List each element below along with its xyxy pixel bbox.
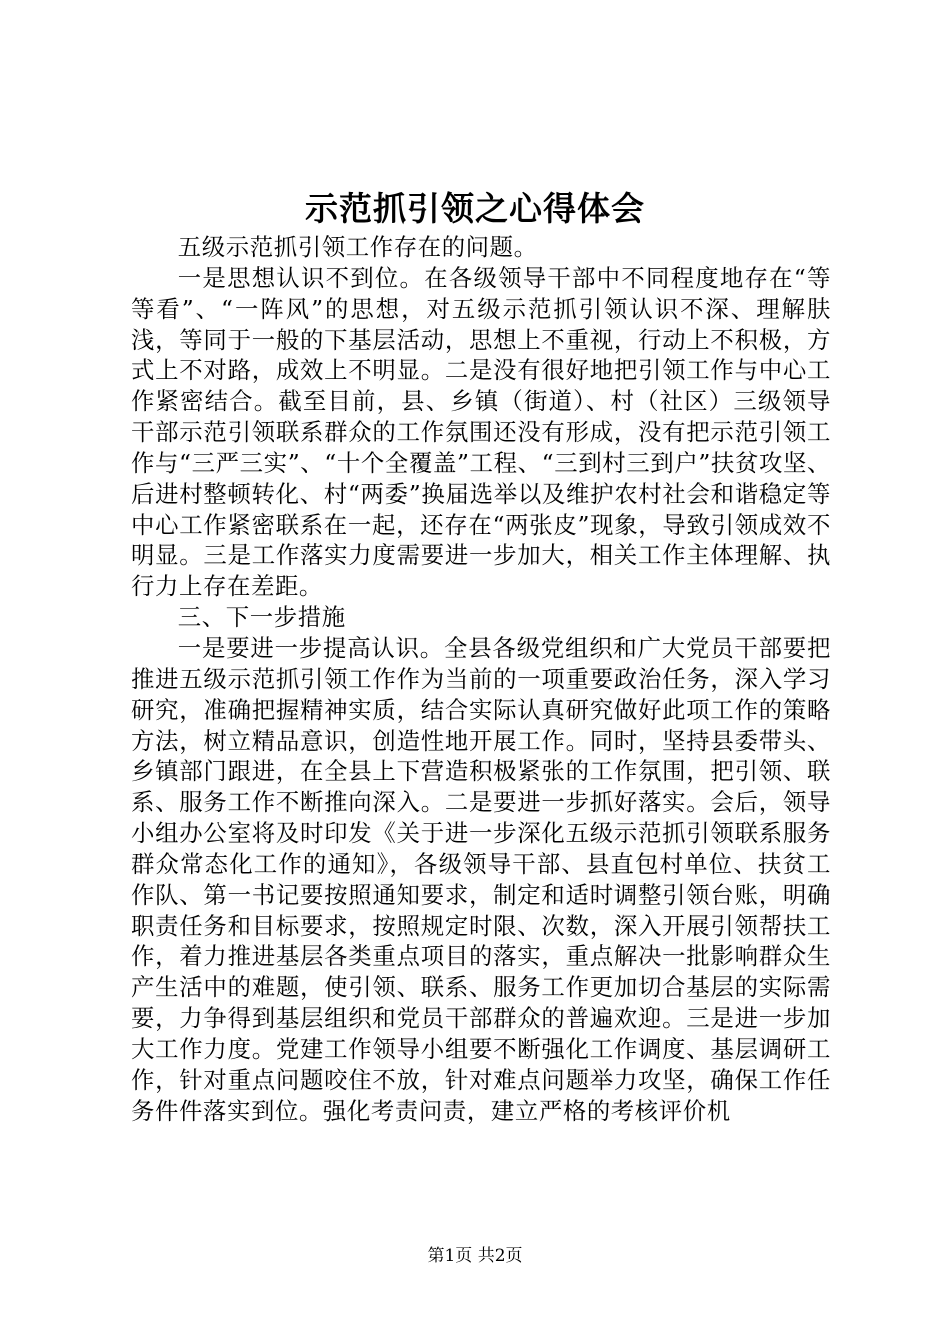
paragraph-problems-heading: 五级示范抓引领工作存在的问题。 (177, 233, 538, 261)
paragraph-next-steps-detail: 一是要进一步提高认识。全县各级党组织和广大党员干部要把推进五级示范抓引领工作作为当前的一项重要政治任务，深入学习研究，准确把握精神实质，结合实际认真研究做好此项工作的策略方法，树立精品意识，创造性地开展工作。同时，坚持县委带头、乡镇部门跟进，在全县上下营造积极紧张的工作氛围，把引领、联系、服务工作不断推向深入。二是要进一步抓好落实。会后，领导小组办公室将及时印发《关于进一步深化五级示范抓引领联系服务群众常态化工作的通知》，各级领导干部、县直包村单位、扶贫工作队、第一书记要按照通知要求，制定和适时调整引领台账，明确职责任务和目标要求，按照规定时限、次数，深入开展引领帮扶工作，着力推进基层各类重点项目的落实，重点解决一批影响群众生产生活中的难题，使引领、联系、服务工作更加切合基层的实际需要，力争得到基层组织和党员干部群众的普遍欢迎。三是进一步加大工作力度。党建工作领导小组要不断强化工作调度、基层调研工作，针对重点问题咬住不放，针对难点问题举力攻坚，确保工作任务件件落实到位。强化考责问责，建立严格的考核评价机 (131, 633, 831, 1125)
paragraph-next-steps-heading: 三、下一步措施 (177, 603, 346, 632)
document-body (131, 232, 831, 1126)
page-number-footer: 第1页 共2页 (427, 1246, 523, 1266)
document-title: 示范抓引领之心得体会 (305, 189, 645, 228)
paragraph-problems-detail: 一是思想认识不到位。在各级领导干部中不同程度地存在“等等看”、“一阵风”的思想，对五级示范抓引领认识不深、理解肤浅，等同于一般的下基层活动，思想上不重视，行动上不积极，方式上不对路，成效上不明显。二是没有很好地把引领工作与中心工作紧密结合。截至目前，县、乡镇（街道）、村（社区）三级领导干部示范引领联系群众的工作氛围还没有形成，没有把示范引领工作与“三严三实”、“十个全覆盖”工程、“三到村三到户”扶贫攻坚、后进村整顿转化、村“两委”换届选举以及维护农村社会和谐稳定等中心工作紧密联系在一起，还存在“两张皮”现象，导致引领成效不明显。三是工作落实力度需要进一步加大，相关工作主体理解、执行力上存在差距。 (131, 263, 831, 601)
